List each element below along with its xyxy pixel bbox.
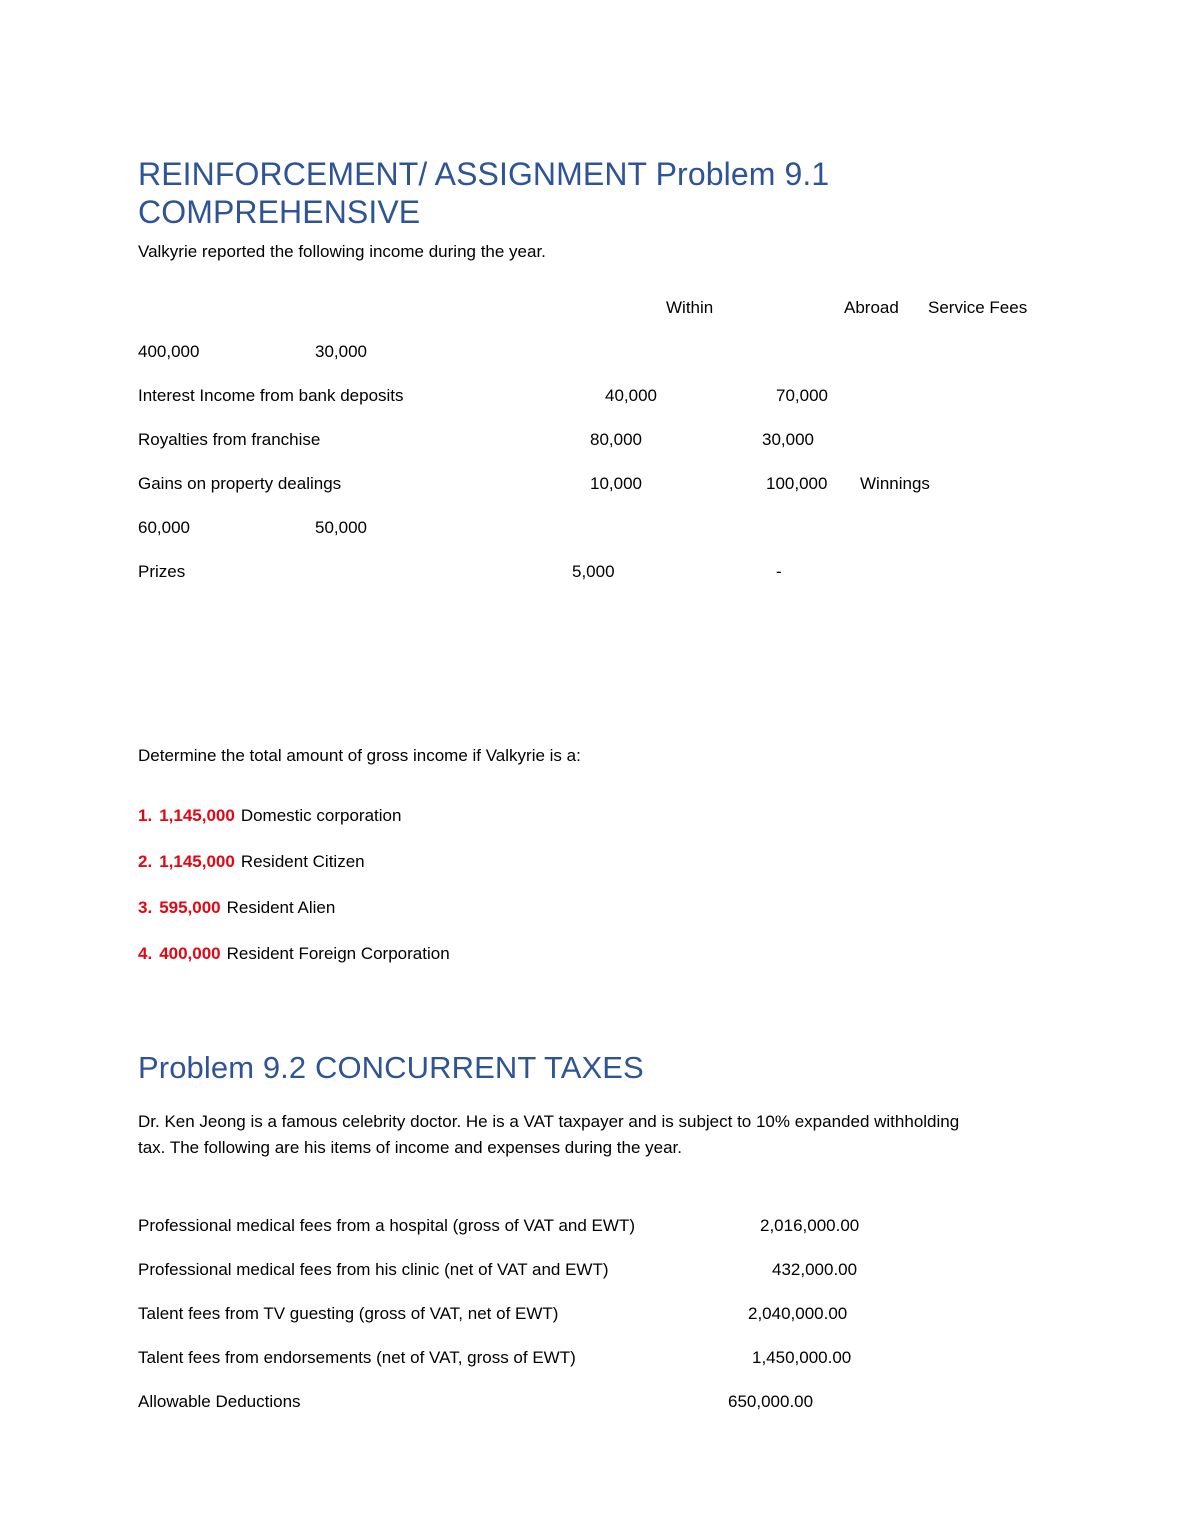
income-cell-service-fees-within: 400,000 — [138, 342, 200, 361]
fee-label-endorsements: Talent fees from endorsements (net of VAT, gross of EWT) — [138, 1348, 576, 1367]
income-row-royalties — [138, 427, 1028, 471]
answer-amount-4: 400,000 — [159, 944, 221, 963]
income-label-prizes: Prizes — [138, 562, 186, 581]
document-content — [138, 155, 1028, 1433]
answer-item-4 — [138, 941, 1028, 987]
answer-number-3: 3. — [138, 898, 153, 917]
fee-label-allowable-deductions: Allowable Deductions — [138, 1392, 301, 1411]
fee-label-clinic: Professional medical fees from his clinic (net of VAT and EWT) — [138, 1260, 609, 1279]
problem-9-1-intro: Valkyrie reported the following income during the year. — [138, 242, 546, 261]
answer-amount-1: 1,145,000 — [159, 806, 235, 825]
income-row-gains-property — [138, 471, 1028, 515]
fee-row-allowable-deductions — [138, 1389, 1028, 1433]
income-cell-service-fees-abroad: 30,000 — [315, 342, 367, 361]
income-cell-interest-abroad: 70,000 — [776, 386, 828, 405]
problem-9-1-question: Determine the total amount of gross income if Valkyrie is a: — [138, 746, 581, 765]
fee-amount-tv-guesting: 2,040,000.00 — [748, 1304, 848, 1323]
problem-9-1-title-line-2: COMPREHENSIVE — [138, 194, 421, 230]
fee-amount-clinic: 432,000.00 — [772, 1260, 858, 1279]
question-answers-spacer — [138, 769, 1028, 803]
description-table-spacer — [138, 1161, 1028, 1213]
income-row-prizes — [138, 559, 1028, 603]
answer-number-4: 4. — [138, 944, 153, 963]
income-cell-gains-abroad: 100,000 — [766, 474, 828, 493]
section-spacer-1 — [138, 603, 1028, 743]
fee-row-clinic — [138, 1257, 1028, 1301]
column-header-abroad: Abroad — [844, 298, 899, 317]
problem-9-1-title-block — [138, 155, 1028, 231]
fee-label-hospital: Professional medical fees from a hospital (gross of VAT and EWT) — [138, 1216, 635, 1235]
fee-row-tv-guesting — [138, 1301, 1028, 1345]
answer-item-3 — [138, 895, 1028, 941]
answer-item-1 — [138, 803, 1028, 849]
fee-label-tv-guesting: Talent fees from TV guesting (gross of VAT, net of EWT) — [138, 1304, 559, 1323]
income-table-header-row — [138, 295, 1028, 339]
income-table — [138, 295, 1028, 603]
answer-number-1: 1. — [138, 806, 153, 825]
title-description-spacer — [138, 1087, 1028, 1109]
column-header-within: Within — [666, 298, 714, 317]
fee-row-hospital — [138, 1213, 1028, 1257]
fee-amount-hospital: 2,016,000.00 — [760, 1216, 860, 1235]
income-label-interest-income: Interest Income from bank deposits — [138, 386, 404, 405]
income-cell-prizes-within: 5,000 — [572, 562, 615, 581]
answer-number-2: 2. — [138, 852, 153, 871]
fee-amount-allowable-deductions: 650,000.00 — [728, 1392, 814, 1411]
income-cell-interest-within: 40,000 — [605, 386, 657, 405]
income-cell-winnings-abroad: 50,000 — [315, 518, 367, 537]
income-cell-prizes-abroad: - — [776, 562, 782, 581]
problem-9-2-title: Problem 9.2 CONCURRENT TAXES — [138, 1050, 644, 1085]
fee-row-endorsements — [138, 1345, 1028, 1389]
income-row-service-fees-amounts — [138, 339, 1028, 383]
income-label-royalties: Royalties from franchise — [138, 430, 321, 449]
problem-9-1-title-line-1: REINFORCEMENT/ ASSIGNMENT Problem 9.1 — [138, 156, 830, 192]
answer-amount-2: 1,145,000 — [159, 852, 235, 871]
answer-label-1: Domestic corporation — [240, 806, 402, 825]
section-spacer-2 — [138, 987, 1028, 1049]
problem-9-2-description: Dr. Ken Jeong is a famous celebrity doctor. He is a VAT taxpayer and is subject to 10% expanded withholding tax. The following are his items of income and expenses during the year. — [138, 1112, 960, 1157]
income-label-gains-property: Gains on property dealings — [138, 474, 342, 493]
income-cell-winnings-within: 60,000 — [138, 518, 190, 537]
income-cell-gains-within: 10,000 — [590, 474, 642, 493]
answers-list — [138, 803, 1028, 987]
answer-item-2 — [138, 849, 1028, 895]
answer-label-3: Resident Alien — [226, 898, 336, 917]
income-label-winnings: Winnings — [860, 474, 930, 493]
answer-amount-3: 595,000 — [159, 898, 221, 917]
fee-amount-endorsements: 1,450,000.00 — [752, 1348, 852, 1367]
answer-label-2: Resident Citizen — [240, 852, 365, 871]
income-row-interest-income — [138, 383, 1028, 427]
income-cell-royalties-abroad: 30,000 — [762, 430, 814, 449]
income-row-winnings-amounts — [138, 515, 1028, 559]
column-header-service-fees: Service Fees — [928, 298, 1028, 317]
fees-table — [138, 1213, 1028, 1433]
income-cell-royalties-within: 80,000 — [590, 430, 642, 449]
answer-label-4: Resident Foreign Corporation — [226, 944, 450, 963]
